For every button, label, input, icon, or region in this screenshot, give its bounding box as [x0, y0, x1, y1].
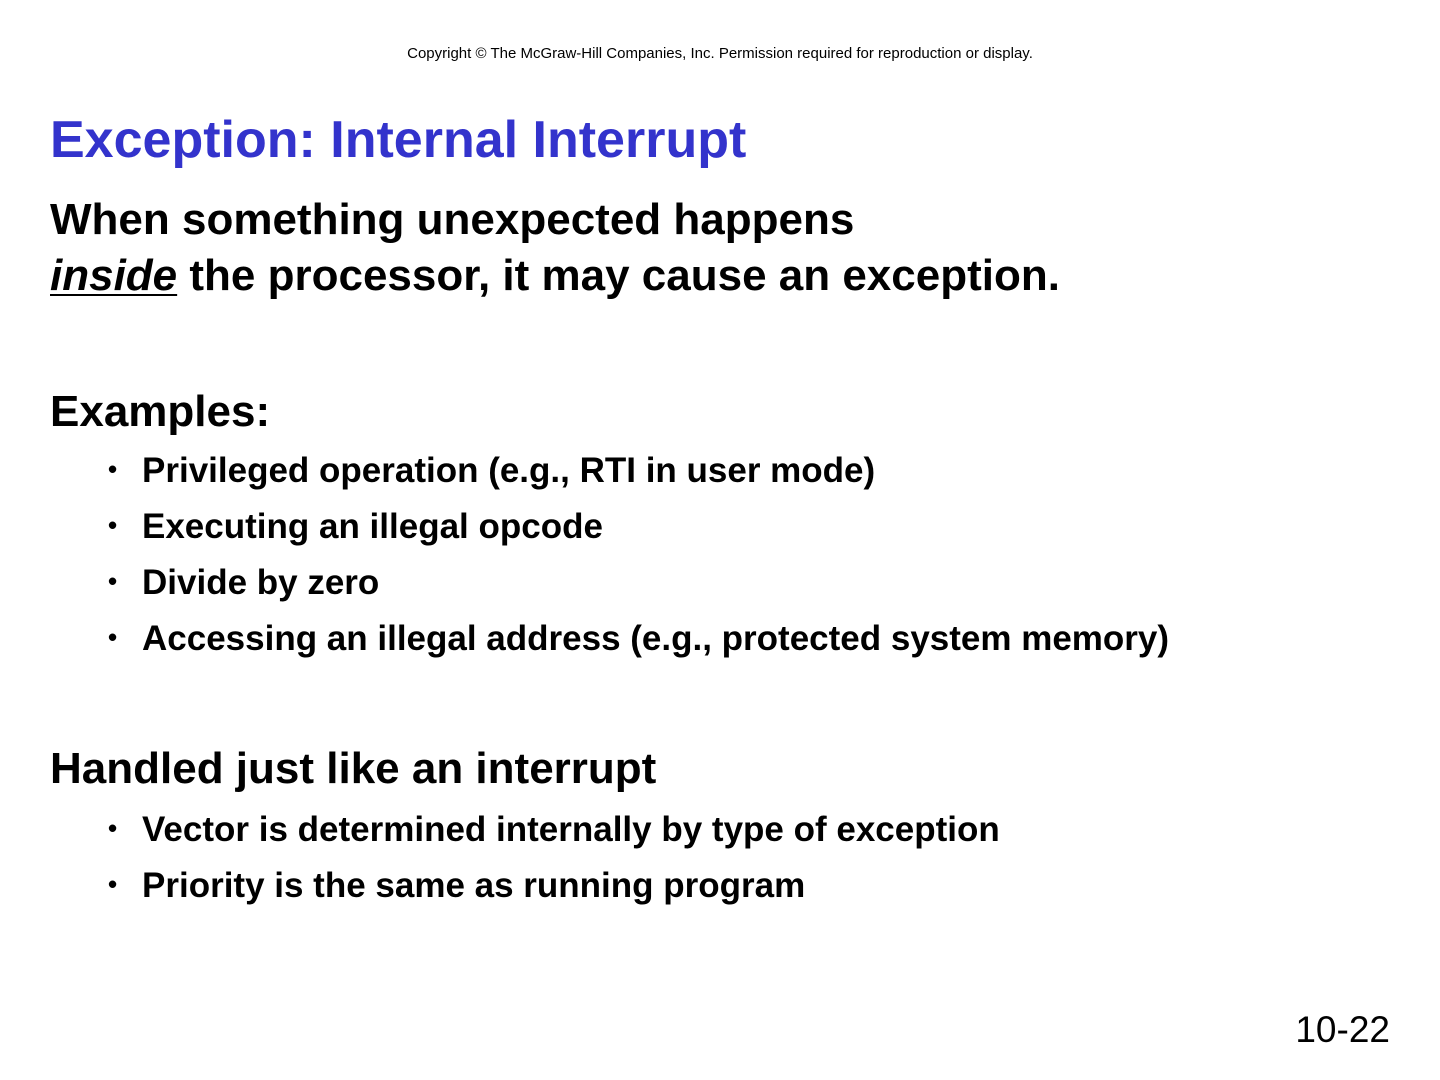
bullet-icon: • — [108, 869, 118, 899]
bullet-icon: • — [108, 813, 118, 843]
example-divide-by-zero: Divide by zero — [142, 563, 380, 602]
bullet-icon: • — [108, 622, 118, 652]
slide-title: Exception: Internal Interrupt — [50, 111, 747, 169]
slide-number: 10-22 — [1295, 1009, 1390, 1050]
list-item — [100, 506, 1169, 548]
bullet-icon: • — [108, 566, 118, 596]
handling-vector: Vector is determined internally by type of exception — [142, 810, 1000, 849]
example-privileged-operation: Privileged operation (e.g., RTI in user mode) — [142, 451, 876, 490]
handling-priority: Priority is the same as running program — [142, 866, 806, 905]
list-item — [100, 809, 1000, 851]
list-item — [100, 865, 1000, 907]
handling-list — [100, 809, 1000, 921]
list-item — [100, 562, 1169, 604]
handling-heading: Handled just like an interrupt — [50, 744, 657, 793]
example-illegal-opcode: Executing an illegal opcode — [142, 507, 603, 546]
example-illegal-address: Accessing an illegal address (e.g., protected system memory) — [142, 619, 1170, 658]
examples-list — [100, 450, 1169, 674]
bullet-icon: • — [108, 454, 118, 484]
intro-line-2: the processor, it may cause an exception. — [177, 251, 1060, 300]
intro-emphasis: inside — [50, 251, 178, 300]
intro-line-1: When something unexpected happens — [50, 195, 855, 244]
copyright-notice: Copyright © The McGraw-Hill Companies, Inc. Permission required for reproduction or display. — [407, 45, 1033, 62]
list-item — [100, 618, 1169, 660]
list-item — [100, 450, 1169, 492]
bullet-icon: • — [108, 510, 118, 540]
intro-paragraph — [50, 192, 1060, 304]
examples-heading: Examples: — [50, 387, 271, 436]
